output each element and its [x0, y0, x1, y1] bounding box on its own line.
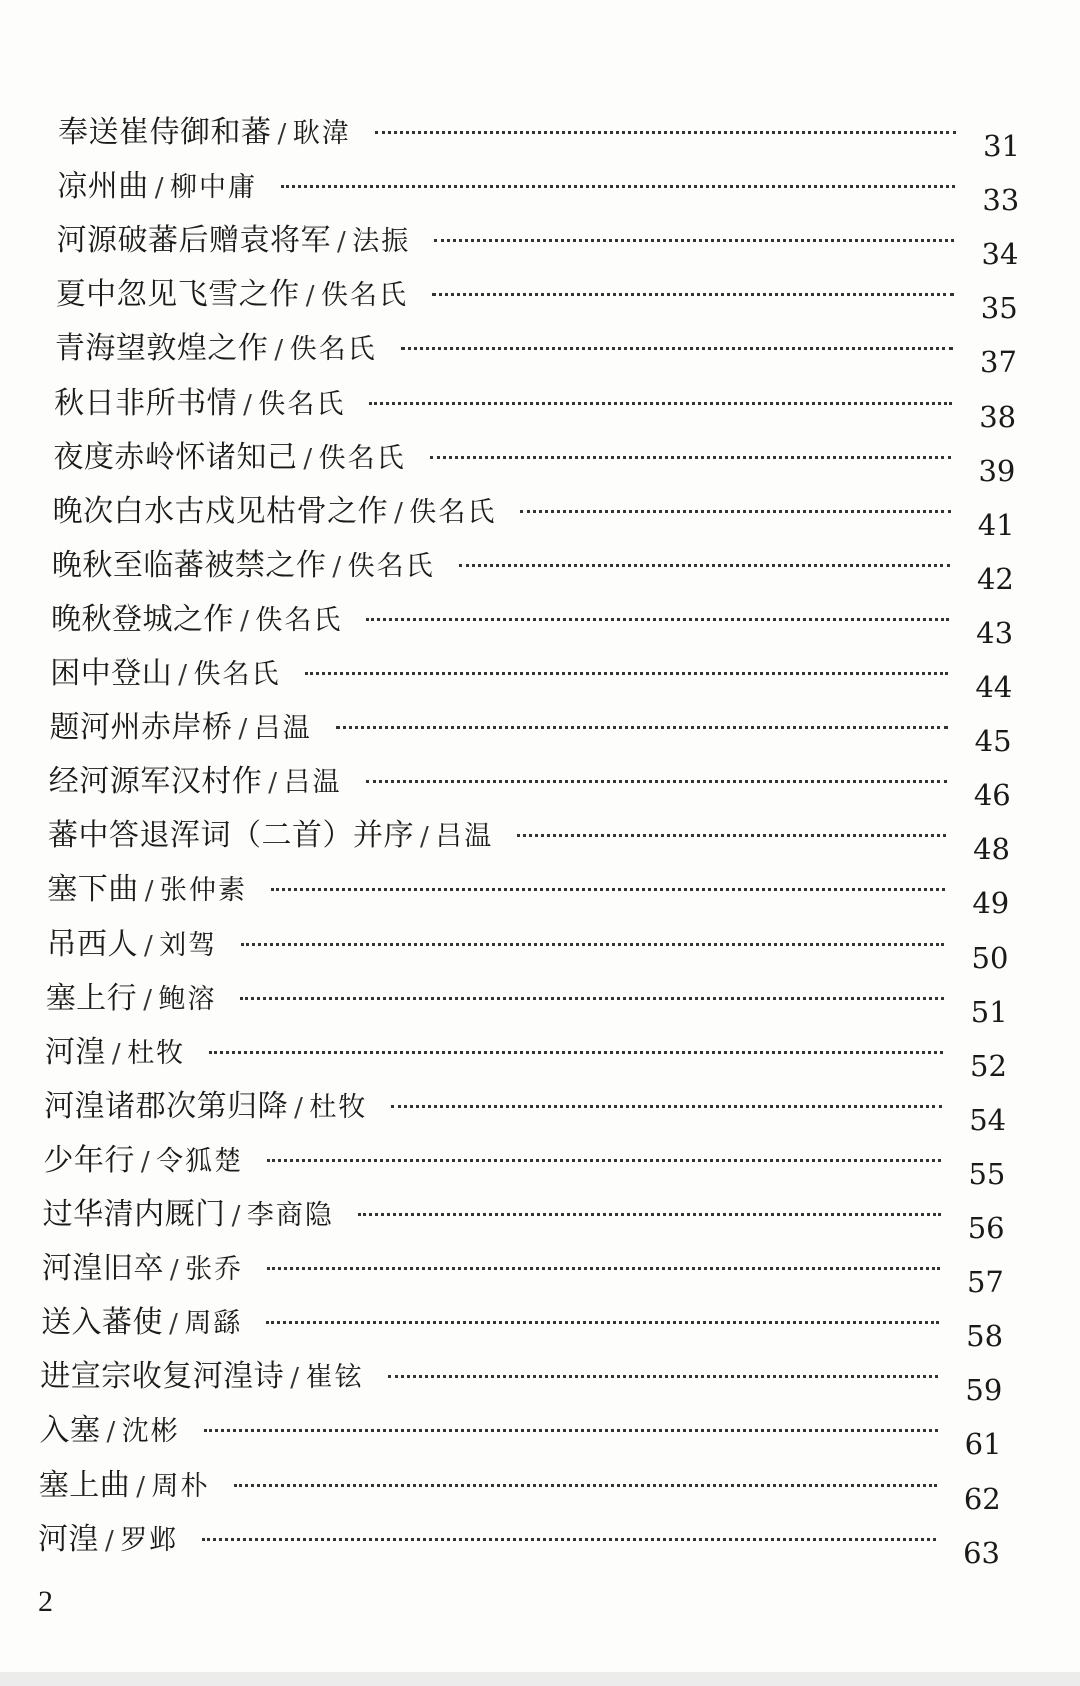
toc-page-number: 58: [966, 1319, 1004, 1354]
toc-page-number: 45: [974, 724, 1012, 759]
title-author-separator: /: [178, 660, 188, 690]
toc-entry-title-group: [51, 600, 342, 641]
toc-entry-title-group: [54, 384, 345, 425]
dot-leader: [517, 834, 946, 837]
dot-leader: [305, 672, 949, 675]
toc-entry: [55, 260, 1018, 326]
toc-entry-title-group: [52, 546, 435, 587]
poem-title: 蕃中答退浑词（二首）并序: [48, 818, 414, 854]
poem-author: 杜牧: [309, 1091, 368, 1123]
toc-entry: [46, 910, 1009, 975]
poem-title: 河湟旧卒: [41, 1251, 164, 1287]
poem-title: 晚次白水古戍见枯骨之作: [52, 493, 389, 529]
title-author-separator: /: [143, 984, 153, 1015]
dot-leader: [204, 1429, 938, 1432]
toc-entry-title-group: [49, 762, 342, 803]
poem-title: 夜度赤岭怀诸知己: [53, 439, 298, 475]
dot-leader: [281, 185, 955, 188]
title-author-separator: /: [303, 443, 313, 474]
poem-title: 吊西人: [46, 926, 138, 962]
toc-entry: [39, 1396, 1002, 1462]
toc-page-number: 62: [963, 1481, 1001, 1516]
toc-entry: [38, 1505, 1000, 1570]
poem-author: 佚名氏: [409, 496, 497, 528]
poem-author: 沈彬: [121, 1416, 180, 1448]
toc-entry: [56, 206, 1019, 272]
dot-leader: [459, 564, 950, 567]
title-author-separator: /: [111, 1038, 122, 1069]
dot-leader: [401, 347, 953, 350]
toc-entry-title-group: [53, 438, 405, 479]
poem-author: 佚名氏: [318, 442, 406, 474]
toc-entry-title-group: [45, 1033, 185, 1074]
toc-entry: [45, 964, 1008, 1029]
dot-leader: [209, 1051, 943, 1054]
title-author-separator: /: [106, 1417, 116, 1448]
toc-page-number: 42: [976, 561, 1014, 596]
toc-page-number: 63: [963, 1535, 1000, 1570]
title-author-separator: /: [305, 281, 315, 312]
title-author-separator: /: [243, 389, 253, 420]
toc-entry-title-group: [44, 1087, 367, 1128]
page-number-footer: 2: [38, 1585, 53, 1618]
dot-leader: [366, 780, 947, 783]
poem-author: 张仲素: [159, 875, 247, 907]
dot-leader: [432, 293, 954, 296]
poem-author: 周朴: [151, 1470, 210, 1502]
poem-author: 佚名氏: [347, 550, 435, 582]
dot-leader: [271, 888, 945, 891]
toc-entry-title-group: [46, 979, 217, 1020]
dot-leader: [267, 1267, 940, 1270]
toc-page-number: 48: [973, 832, 1010, 867]
dot-leader: [267, 1159, 941, 1162]
toc-page-number: 41: [977, 507, 1015, 542]
poem-title: 困中登山: [50, 656, 173, 691]
title-author-separator: /: [238, 714, 248, 745]
toc-entry-title-group: [56, 275, 408, 316]
toc-entry: [43, 1126, 1006, 1191]
title-author-separator: /: [332, 551, 342, 582]
poem-title: 秋日非所书情: [54, 385, 238, 421]
poem-author: 罗邺: [120, 1524, 179, 1556]
toc-entry-title-group: [41, 1303, 242, 1344]
title-author-separator: /: [336, 227, 347, 258]
poem-title: 经河源军汉村作: [48, 764, 263, 800]
poem-author: 佚名氏: [255, 604, 343, 636]
toc-entry-title-group: [48, 816, 493, 857]
toc-page-number: 34: [981, 237, 1019, 272]
poem-title: 晚秋登城之作: [51, 601, 235, 637]
title-author-separator: /: [277, 119, 287, 149]
poem-author: 耿湋: [292, 118, 351, 149]
dot-leader: [375, 131, 956, 134]
poem-author: 佚名氏: [193, 659, 281, 690]
dot-leader: [391, 1105, 942, 1108]
toc-page-number: 59: [965, 1373, 1003, 1408]
dot-leader: [366, 618, 949, 621]
title-author-separator: /: [294, 1092, 304, 1123]
poem-title: 塞上行: [45, 980, 138, 1016]
dot-leader: [358, 1213, 941, 1216]
dot-leader: [240, 997, 943, 1000]
toc-entry: [40, 1342, 1003, 1408]
title-author-separator: /: [143, 930, 154, 961]
toc-page-number: 57: [966, 1265, 1004, 1300]
toc-entry: [41, 1234, 1004, 1300]
toc-entry-title-group: [38, 1520, 178, 1561]
poem-author: 周繇: [184, 1308, 243, 1340]
poem-author: 佚名氏: [320, 280, 408, 312]
toc-entry: [51, 585, 1014, 650]
toc-page-number: 56: [967, 1211, 1005, 1245]
toc-entry-title-group: [42, 1249, 243, 1290]
toc-entry-title-group: [55, 329, 377, 370]
toc-entry: [47, 855, 1010, 921]
poem-title: 河源破蕃后赠袁将军: [56, 223, 331, 259]
poem-author: 杜牧: [127, 1037, 186, 1069]
toc-entry: [44, 1072, 1007, 1137]
title-author-separator: /: [268, 768, 278, 799]
title-author-separator: /: [136, 1471, 146, 1502]
poem-title: 夏中忽见飞雪之作: [55, 277, 300, 313]
poem-author: 吕温: [283, 767, 342, 799]
toc-page-number: 50: [971, 940, 1009, 975]
title-author-separator: /: [420, 822, 430, 853]
poem-author: 鲍溶: [158, 983, 217, 1015]
dot-leader: [369, 402, 952, 405]
toc-entry: [50, 639, 1013, 704]
toc-entry-title-group: [50, 708, 312, 749]
toc-entry: [54, 314, 1017, 380]
toc-page-number: 55: [968, 1156, 1006, 1191]
title-author-separator: /: [169, 1309, 179, 1340]
dot-leader: [266, 1321, 939, 1324]
title-author-separator: /: [394, 497, 404, 528]
toc-entry-title-group: [43, 1195, 334, 1236]
poem-author: 法振: [352, 226, 411, 258]
poem-title: 塞下曲: [47, 872, 139, 908]
dot-leader: [388, 1375, 939, 1378]
poem-author: 吕温: [253, 713, 312, 745]
toc-entry-title-group: [39, 1466, 210, 1507]
toc-entry: [44, 1018, 1007, 1083]
poem-title: 河湟: [38, 1521, 99, 1557]
toc-entry-title-group: [47, 870, 247, 911]
toc-page-number: 49: [972, 886, 1010, 921]
toc-page-number: 37: [980, 345, 1017, 380]
poem-author: 李商隐: [246, 1200, 334, 1231]
toc-entry: [51, 531, 1014, 596]
poem-author: 吕温: [435, 821, 494, 853]
toc-entry: [53, 423, 1016, 488]
poem-title: 河湟: [44, 1034, 106, 1070]
toc-entry: [48, 801, 1010, 867]
title-author-separator: /: [154, 173, 164, 204]
toc-entry-title-group: [40, 1411, 180, 1452]
dot-leader: [434, 239, 954, 242]
title-author-separator: /: [144, 876, 154, 907]
title-author-separator: /: [169, 1255, 180, 1286]
poem-title: 晚秋至临蕃被禁之作: [51, 547, 327, 583]
dot-leader: [336, 726, 948, 729]
toc-page-number: 51: [970, 994, 1008, 1029]
toc-page-number: 39: [978, 453, 1016, 488]
poem-author: 令狐楚: [156, 1145, 244, 1177]
poem-author: 柳中庸: [169, 172, 257, 204]
toc-entry: [48, 747, 1011, 813]
toc-page-number: 52: [970, 1048, 1007, 1083]
bottom-edge: [0, 1672, 1080, 1686]
toc-entry: [38, 1451, 1001, 1516]
toc-entry: [42, 1180, 1005, 1245]
toc-entry: [57, 152, 1020, 218]
dot-leader: [234, 1484, 937, 1487]
toc-page-number: 35: [980, 291, 1018, 326]
poem-title: 河湟诸郡次第归降: [44, 1088, 289, 1124]
title-author-separator: /: [290, 1363, 300, 1394]
poem-author: 佚名氏: [258, 388, 346, 420]
title-author-separator: /: [274, 335, 284, 366]
toc-page-number: 44: [975, 670, 1013, 704]
toc-page-number: 38: [979, 399, 1017, 434]
toc-entry: [49, 693, 1012, 759]
toc-page-number: 43: [976, 615, 1014, 650]
toc-page-number: 61: [964, 1427, 1002, 1462]
poem-title: 送入蕃使: [41, 1305, 164, 1341]
toc-page-number: 33: [982, 183, 1020, 218]
poem-author: 佚名氏: [289, 334, 377, 366]
poem-author: 崔铉: [305, 1362, 364, 1394]
dot-leader: [520, 510, 950, 513]
dot-leader: [430, 456, 952, 459]
toc-entry-title-group: [57, 167, 257, 208]
title-author-separator: /: [240, 605, 250, 636]
poem-author: 刘驾: [159, 929, 218, 961]
poem-title: 凉州曲: [57, 169, 149, 205]
toc-entry: [54, 369, 1017, 434]
poem-title: 青海望敦煌之作: [54, 331, 269, 367]
poem-title: 奉送崔侍御和蕃: [58, 115, 272, 150]
title-author-separator: /: [140, 1146, 151, 1177]
toc-entry-title-group: [58, 113, 351, 154]
poem-title: 进宣宗收复河湟诗: [40, 1359, 285, 1395]
toc-entry: [52, 477, 1015, 542]
poem-title: 入塞: [39, 1413, 101, 1449]
toc-entry-title-group: [50, 654, 280, 695]
toc-entry-title-group: [40, 1357, 363, 1398]
toc-entry-title-group: [56, 221, 410, 262]
poem-title: 题河州赤岸桥: [49, 710, 233, 746]
toc-entry-title-group: [53, 492, 497, 533]
toc-page-number: 46: [973, 778, 1011, 813]
poem-title: 过华清内厩门: [42, 1197, 226, 1232]
toc-entry-title-group: [43, 1141, 243, 1182]
dot-leader: [241, 943, 944, 946]
dot-leader: [202, 1538, 936, 1541]
poem-title: 少年行: [43, 1142, 135, 1178]
toc-entry-title-group: [46, 925, 217, 966]
poem-author: 张乔: [185, 1254, 244, 1286]
title-author-separator: /: [231, 1201, 241, 1231]
toc-entry: [58, 98, 1020, 163]
toc-page-number: 31: [983, 129, 1020, 163]
poem-title: 塞上曲: [38, 1467, 131, 1503]
toc-entry: [41, 1288, 1004, 1354]
toc-page-number: 54: [969, 1102, 1007, 1137]
title-author-separator: /: [105, 1525, 115, 1556]
